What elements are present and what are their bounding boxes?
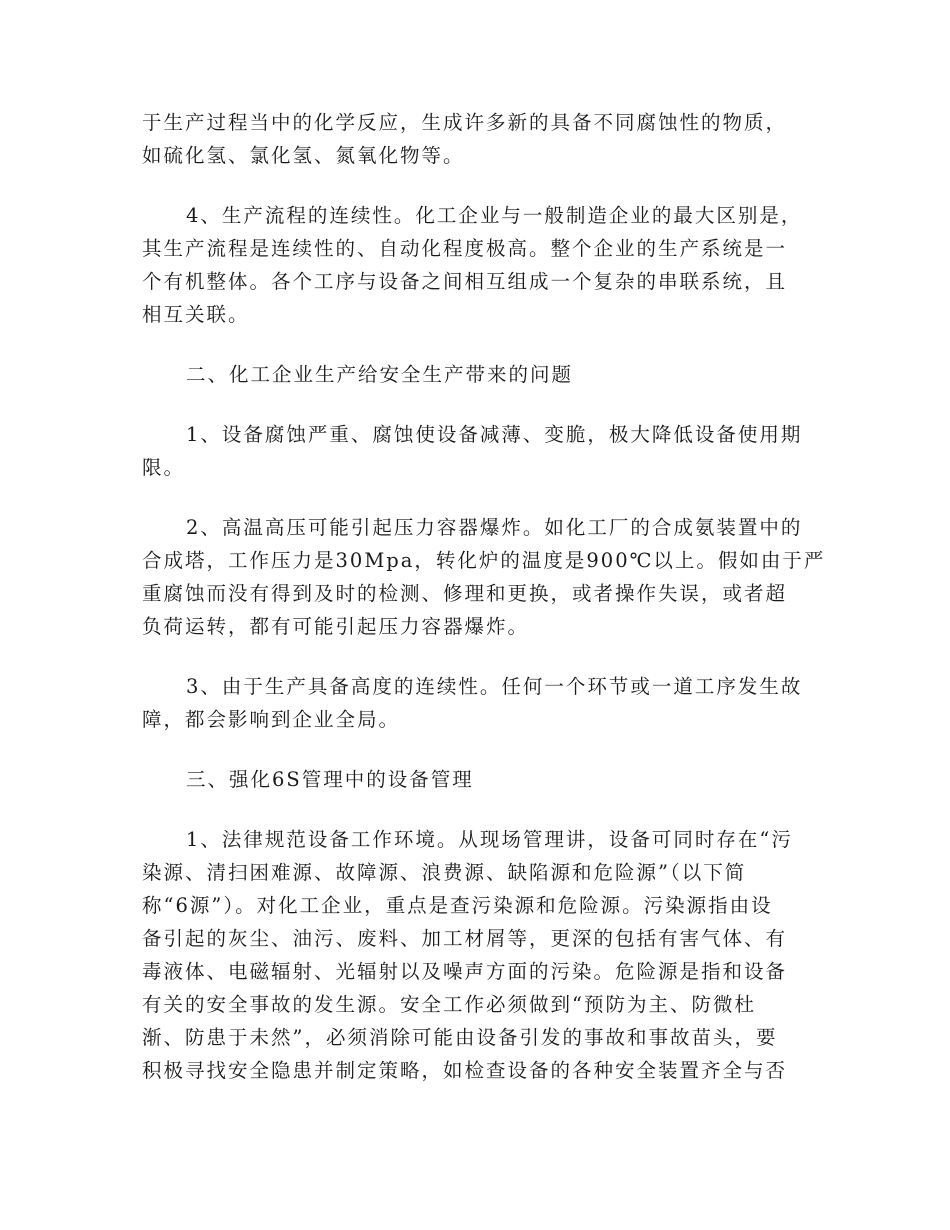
- heading-text: 二、化工企业生产给安全生产带来的问题: [186, 363, 574, 386]
- text-line: 个有机整体。各个工序与设备之间相互组成一个复杂的串联系统，且: [142, 270, 788, 293]
- paragraph-3: [142, 418, 812, 484]
- text-line: 积极寻找安全隐患并制定策略，如检查设备的各种安全装置齐全与否: [142, 1059, 788, 1082]
- text-line: 称“6源”）。对化工企业，重点是查污染源和危险源。污染源指由设: [142, 894, 773, 917]
- text-line: 重腐蚀而没有得到及时的检测、修理和更换，或者操作失误，或者超: [142, 582, 788, 605]
- text-line: 如硫化氢、氯化氢、氮氧化物等。: [142, 144, 465, 167]
- heading-text: 三、强化6S管理中的设备管理: [186, 768, 474, 791]
- text-line: 限。: [142, 456, 186, 479]
- text-line: 于生产过程当中的化学反应，生成许多新的具备不同腐蚀性的物质，: [142, 111, 788, 134]
- section-heading-3: [142, 763, 812, 796]
- paragraph-2: [142, 199, 812, 331]
- text-line: 合成塔，工作压力是30Mpa，转化炉的温度是900℃以上。假如由于严: [142, 549, 826, 572]
- text-line: 1、设备腐蚀严重、腐蚀使设备减薄、变脆，极大降低设备使用期: [186, 423, 803, 446]
- text-line: 其生产流程是连续性的、自动化程度极高。整个企业的生产系统是一: [142, 237, 788, 260]
- text-line: 染源、清扫困难源、故障源、浪费源、缺陷源和危险源”（以下简: [142, 861, 747, 884]
- text-line: 有关的安全事故的发生源。安全工作必须做到“预防为主、防微杜: [142, 993, 756, 1016]
- paragraph-1: [142, 106, 812, 172]
- text-line: 渐、防患于未然”，必须消除可能由设备引发的事故和事故苗头，要: [142, 1026, 778, 1049]
- text-line: 1、法律规范设备工作环境。从现场管理讲，设备可同时存在“污: [186, 828, 793, 851]
- document-page: [142, 106, 826, 1114]
- text-line: 2、高温高压可能引起压力容器爆炸。如化工厂的合成氨装置中的: [186, 516, 803, 539]
- text-line: 负荷运转，都有可能引起压力容器爆炸。: [142, 615, 530, 638]
- text-line: 障，都会影响到企业全局。: [142, 708, 401, 731]
- text-line: 4、生产流程的连续性。化工企业与一般制造企业的最大区别是，: [186, 204, 803, 227]
- text-line: 相互关联。: [142, 303, 250, 326]
- section-heading-2: [142, 358, 812, 391]
- paragraph-4: [142, 511, 826, 643]
- text-line: 3、由于生产具备高度的连续性。任何一个环节或一道工序发生故: [186, 675, 803, 698]
- text-line: 毒液体、电磁辐射、光辐射以及噪声方面的污染。危险源是指和设备: [142, 960, 788, 983]
- paragraph-6: [142, 823, 812, 1087]
- paragraph-5: [142, 670, 812, 736]
- text-line: 备引起的灰尘、油污、废料、加工材屑等，更深的包括有害气体、有: [142, 927, 788, 950]
